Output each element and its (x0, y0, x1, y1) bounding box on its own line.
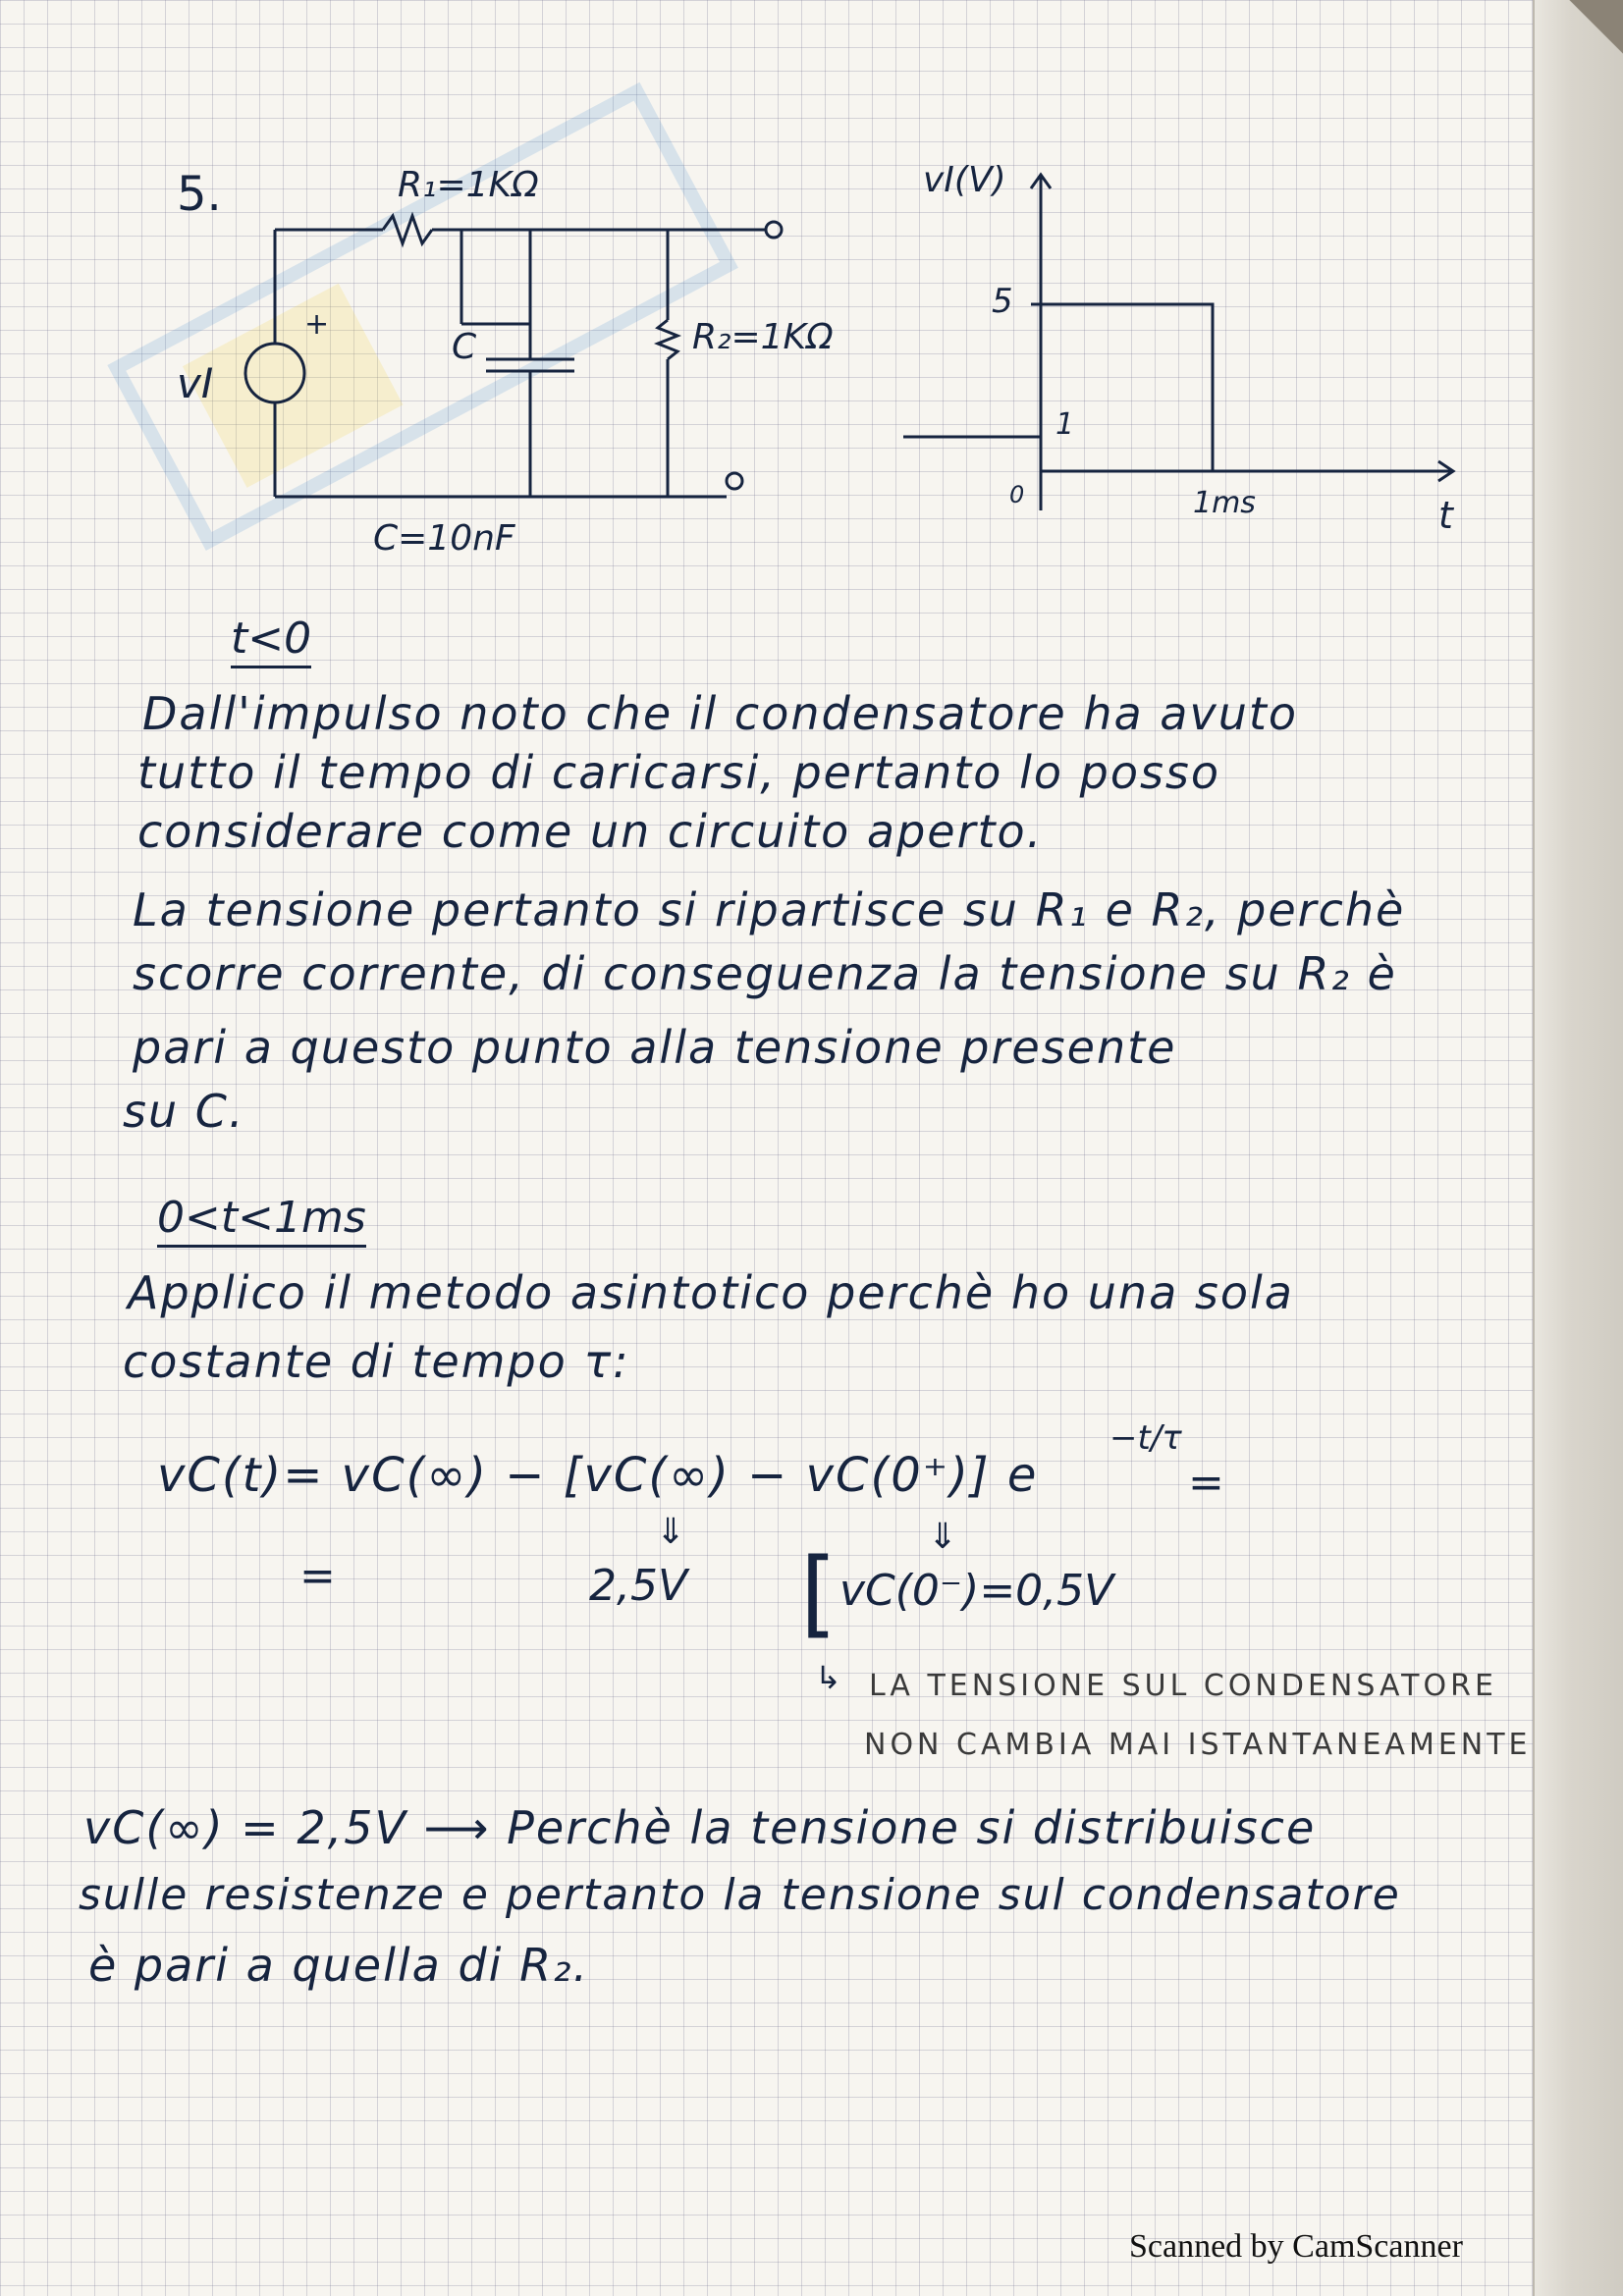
section1-line: La tensione pertanto si ripartisce su R₁ e R₂, perchè (133, 883, 1406, 936)
bracket: [ (800, 1538, 838, 1648)
graph-level-high: 5 (992, 282, 1013, 321)
equation-main: vC(t)= vC(∞) − [vC(∞) − vC(0⁺)] e (157, 1448, 1039, 1503)
section1-line: Dall'impulso noto che il condensatore ha avuto (142, 687, 1299, 740)
section1-line: tutto il tempo di caricarsi, pertanto lo posso (137, 746, 1221, 799)
section2-line: costante di tempo τ: (123, 1335, 630, 1388)
source-label: vI (177, 359, 214, 407)
section1-line: su C. (123, 1085, 245, 1138)
note-line-1: LA TENSIONE SUL CONDENSATORE (869, 1669, 1497, 1703)
equation-exponent: −t/τ (1109, 1418, 1182, 1458)
graph-x-label: t (1438, 494, 1453, 537)
graph-t-end: 1ms (1193, 486, 1256, 520)
circuit-diagram (147, 147, 854, 579)
equation-equals: = (1188, 1458, 1224, 1508)
section1-heading: t<0 (231, 614, 311, 668)
vinf-arrow: ⇓ (656, 1512, 686, 1552)
v0-value: vC(0⁻)=0,5V (839, 1566, 1114, 1616)
section1-line: considerare come un circuito aperto. (137, 805, 1044, 858)
r2-label: R₂=1KΩ (692, 317, 834, 357)
source-plus: + (304, 307, 330, 342)
section2-line: Applico il metodo asintotico perchè ho una sola (128, 1266, 1294, 1319)
section3-line: vC(∞) = 2,5V ⟶ Perchè la tensione si distribuisce (83, 1801, 1317, 1854)
r2-resistor (658, 320, 677, 359)
note-arrow: ↳ (815, 1659, 841, 1696)
section3-line: sulle resistenze e pertanto la tensione sul condensatore (79, 1870, 1401, 1920)
vinf-value: 2,5V (589, 1561, 688, 1611)
source-symbol (245, 344, 304, 402)
graph-y-label: vI(V) (923, 160, 1006, 200)
section1-line: pari a questo punto alla tensione presente (133, 1021, 1177, 1074)
section2-heading: 0<t<1ms (157, 1193, 366, 1248)
graph-level-low: 1 (1055, 407, 1075, 442)
note-line-2: NON CAMBIA MAI ISTANTANEAMENTE (864, 1728, 1532, 1762)
page-corner (1564, 0, 1623, 59)
pulse-graph (864, 147, 1492, 569)
equation-equals-2: = (299, 1551, 336, 1601)
scanner-footer: Scanned by CamScanner (1129, 2228, 1463, 2265)
capacitance-value: C=10nF (373, 518, 515, 559)
problem-number: 5. (177, 167, 222, 222)
section3-line: è pari a quella di R₂. (88, 1939, 590, 1992)
graph-origin: 0 (1009, 481, 1025, 508)
section1-line: scorre corrente, di conseguenza la tensione su R₂ è (133, 947, 1397, 1000)
capacitor-label: C (452, 327, 477, 367)
v0-arrow: ⇓ (928, 1517, 958, 1557)
page-fold (1533, 0, 1623, 2296)
r1-resistor (383, 216, 432, 243)
r1-label: R₁=1KΩ (398, 165, 539, 205)
